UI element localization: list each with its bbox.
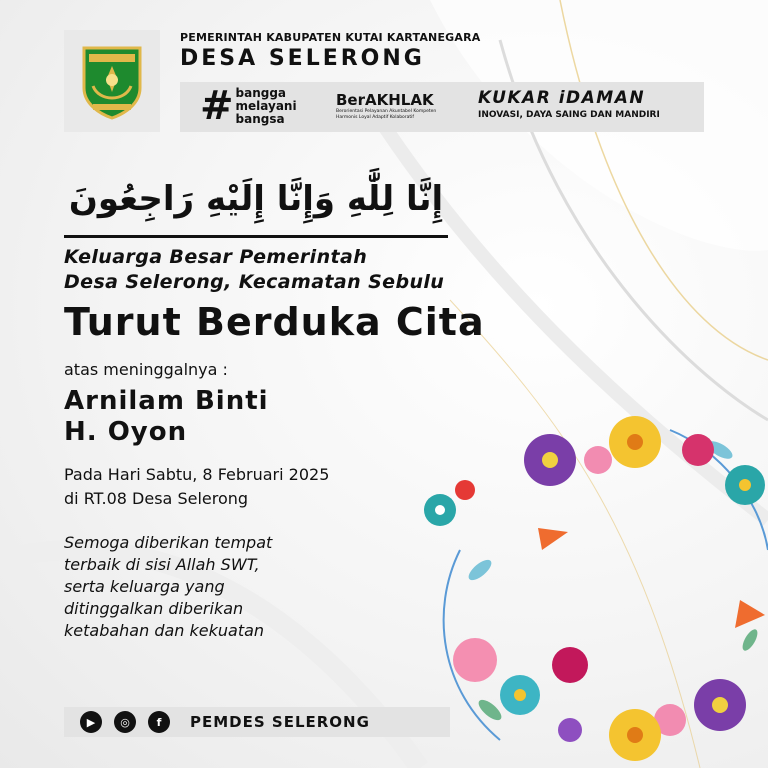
prayer-line: terbaik di sisi Allah SWT, (64, 555, 260, 574)
bangga-line: melayani (235, 98, 297, 113)
bangga-melayani-badge (200, 84, 297, 128)
prayer-line: serta keluarga yang (64, 577, 225, 596)
kukar-subtitle: INOVASI, DAYA SAING DAN MANDIRI (478, 110, 660, 120)
flower-wreath (420, 390, 768, 768)
family-line: Desa Selerong, Kecamatan Sebulu (64, 271, 445, 293)
deceased-name (64, 386, 269, 448)
deceased-name-line: H. Oyon (64, 417, 188, 447)
social-bar (64, 707, 450, 737)
prayer-line: ditinggalkan diberikan (64, 599, 244, 618)
youtube-icon[interactable]: ▶ (80, 711, 102, 733)
social-handle: PEMDES SELERONG (190, 713, 370, 731)
flower-yellow (609, 416, 661, 468)
village-title: DESA SELERONG (180, 46, 425, 71)
kukar-idaman-badge (478, 88, 660, 120)
family-line: Keluarga Besar Pemerintah (64, 246, 368, 268)
bangga-line: bangsa (235, 111, 285, 126)
intro-text: atas meninggalnya : (64, 360, 228, 379)
logo-panel (64, 30, 160, 132)
government-label: PEMERINTAH KABUPATEN KUTAI KARTANEGARA (180, 31, 481, 44)
prayer-line: ketabahan dan kekuatan (64, 621, 265, 640)
instagram-icon[interactable]: ◎ (114, 711, 136, 733)
berakhlak-title: BerAKHLAK (336, 91, 434, 109)
bangga-line: bangga (235, 85, 287, 100)
arabic-text: إِنَّا لِلَّٰهِ وَإِنَّا إِلَيْهِ رَاجِعُونَ (68, 179, 444, 219)
berakhlak-badge (336, 91, 456, 121)
location-line: di RT.08 Desa Selerong (64, 489, 249, 508)
condolence-headline: Turut Berduka Cita (64, 300, 485, 344)
flower-purple (524, 434, 576, 486)
facebook-icon[interactable]: f (148, 711, 170, 733)
flower-teal (424, 465, 765, 526)
kukar-title: KUKAR iDAMAN (478, 88, 646, 108)
berakhlak-subtitle: Berorientasi Pelayanan Akuntabel Kompeten Harmonis Loyal Adaptif Kolaboratif (336, 109, 437, 120)
flower-teal-lower (500, 675, 540, 715)
kukar-regency-emblem-icon (79, 42, 145, 120)
date-location (64, 463, 329, 511)
prayer-line: Semoga diberikan tempat (64, 533, 273, 552)
date-line: Pada Hari Sabtu, 8 Februari 2025 (64, 465, 330, 484)
prayer-text (64, 532, 272, 642)
divider (64, 235, 448, 238)
family-statement (64, 245, 444, 295)
flower-yellow-lower (609, 709, 661, 761)
deceased-name-line: Arnilam Binti (64, 386, 269, 416)
arabic-calligraphy (62, 150, 450, 230)
flower-orange (538, 528, 765, 628)
hash-icon: # (200, 83, 234, 129)
